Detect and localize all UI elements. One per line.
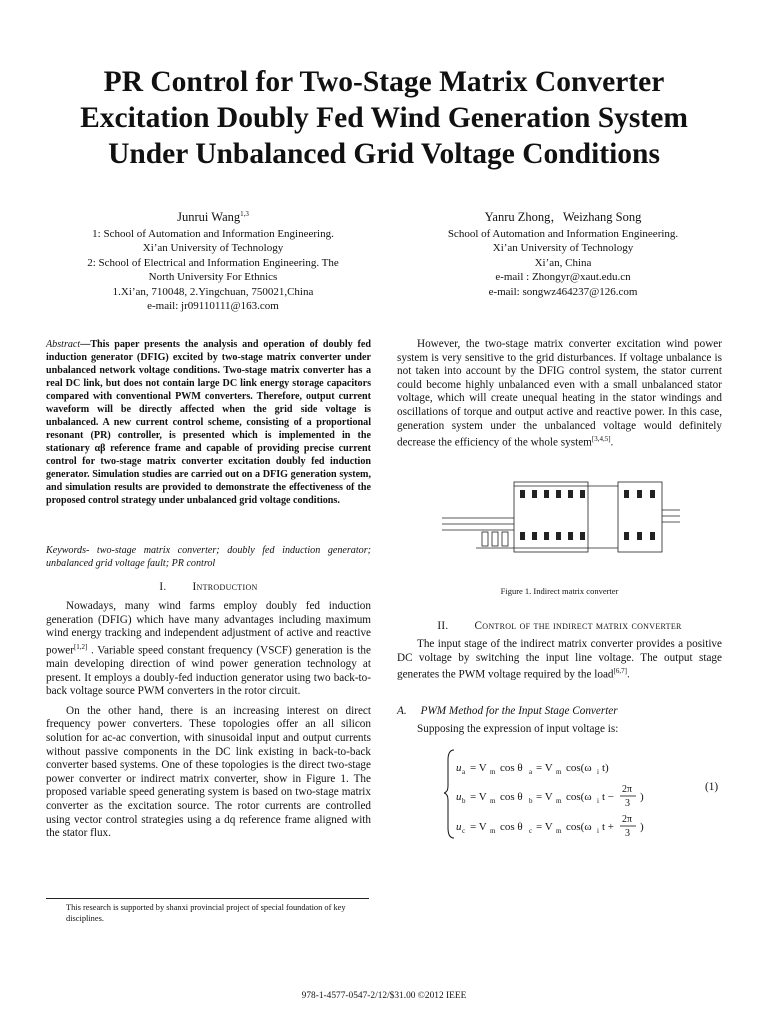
equation-1 xyxy=(444,746,666,840)
section-number: I. xyxy=(159,581,167,593)
svg-text:b: b xyxy=(529,797,533,805)
svg-text:cos θ: cos θ xyxy=(500,821,523,833)
section-heading-control xyxy=(397,620,722,632)
footnote-rule xyxy=(46,898,369,899)
svg-text:a: a xyxy=(529,768,533,776)
section-heading-introduction xyxy=(46,581,371,593)
svg-text:= V: = V xyxy=(536,791,553,803)
author-block-1 xyxy=(40,207,386,314)
svg-text:c: c xyxy=(529,827,533,835)
svg-text:cos θ: cos θ xyxy=(500,762,523,774)
svg-text:m: m xyxy=(490,827,496,835)
svg-text:m: m xyxy=(490,797,496,805)
svg-text:= V: = V xyxy=(536,762,553,774)
paragraph: The input stage of the indirect matrix converter provides a positive DC voltage by switching the input line voltage. The output stage generates the PWM voltage required by the load[6,7]. xyxy=(397,638,722,681)
svg-text:): ) xyxy=(640,791,644,803)
author-email[interactable]: e-mail: songwz464237@126.com xyxy=(488,285,638,298)
svg-text:= V: = V xyxy=(470,791,487,803)
svg-text:): ) xyxy=(640,821,644,833)
section-title: Introduction xyxy=(192,581,258,593)
author-name-2: Yanru Zhong，Weizhang Song xyxy=(484,210,642,224)
paragraph: On the other hand, there is an increasing interest on direct frequency power converters. These topologies offer an all silicon solution for ac-ac convertion, with sinusoidal input and output currents without passive components in the DC link existing in back-to-back converter based systems. One of these topologies is the direct two-stage power converter or indirect matrix converter, show in Figure 1. The proposed variable speed generating system is based on two-stage matrix converter as the excitation source. The rotor currents are controlled using vector control strategies using a dq reference frame aligned with the stator flux. xyxy=(46,704,371,840)
svg-text:3: 3 xyxy=(625,828,630,839)
section-number: II. xyxy=(437,620,449,632)
svg-text:cos θ: cos θ xyxy=(500,791,523,803)
svg-text:c: c xyxy=(462,827,466,835)
introduction-body xyxy=(46,600,371,847)
svg-text:t): t) xyxy=(602,762,609,774)
author-name-1: Junrui Wang$^{1,3}$ xyxy=(177,210,249,225)
abstract-label: Abstract xyxy=(46,339,81,350)
affiliation-line: 2: School of Electrical and Information Engineering. The xyxy=(87,256,339,269)
paragraph: Nowadays, many wind farms employ doubly fed induction generation (DFIG) which have many advantages including maximum wind energy tracking and independent adjustment of active and reactive power[1,2] . Variable speed constant frequency (VSCF) generation is the main developing direction of wind power generation technology at present. It employs a doubly-fed induction generator using two back-to-back voltage source PWM converters in the rotor circuit. xyxy=(46,600,371,698)
abstract-dash: — xyxy=(80,339,91,350)
svg-text:b: b xyxy=(462,797,466,805)
figure-caption: Figure 1. Indirect matrix converter xyxy=(500,586,619,596)
keywords xyxy=(46,544,371,570)
affiliation-line: 1: School of Automation and Information Engineering. xyxy=(92,227,334,240)
affiliation-line: School of Automation and Information Engineering. xyxy=(447,227,679,240)
svg-text:cos(ω: cos(ω xyxy=(566,821,592,833)
svg-text:2π: 2π xyxy=(622,784,633,795)
copyright-footer: 978-1-4577-0547-2/12/$31.00 ©2012 IEEE xyxy=(301,991,467,1001)
svg-text:m: m xyxy=(556,827,562,835)
paragraph: Supposing the expression of input voltage is: xyxy=(417,723,619,735)
affiliation-line: 1.Xi’an, 710048, 2.Yingchuan, 750021,China xyxy=(112,285,314,298)
author-email[interactable]: e-mail : Zhongyr@xaut.edu.cn xyxy=(495,271,631,283)
section-title: Control of the indirect matrix converter xyxy=(474,620,682,632)
title-line-3: Under Unbalanced Grid Voltage Conditions xyxy=(108,138,660,170)
right-column-body xyxy=(397,338,722,456)
svg-text:u: u xyxy=(456,762,462,774)
svg-text:3: 3 xyxy=(625,798,630,809)
indirect-matrix-converter-figure xyxy=(436,476,684,564)
title-line-2: Excitation Doubly Fed Wind Generation System xyxy=(80,102,688,134)
svg-text:i: i xyxy=(597,797,599,805)
paper-title xyxy=(30,64,738,172)
svg-text:a: a xyxy=(462,768,466,776)
title-line-1: PR Control for Two-Stage Matrix Converter xyxy=(103,66,665,98)
svg-text:2π: 2π xyxy=(622,814,633,825)
svg-text:m: m xyxy=(556,768,562,776)
svg-text:t −: t − xyxy=(602,791,615,803)
svg-text:m: m xyxy=(490,768,496,776)
svg-text:= V: = V xyxy=(470,821,487,833)
paragraph: However, the two-stage matrix converter excitation wind power system is very sensitive to the grid disturbances. If voltage unbalance is not taken into account by the DFIG control system, the stator current could become highly unbalanced even with a small unbalanced stator voltage, which will create unequal heating in the stator windings and oscillations of torque and output active and reactive power. In this case, generation system under the unbalanced voltage would definitely decrease the efficiency of the whole system[3,4,5]. xyxy=(397,338,722,449)
svg-text:i: i xyxy=(597,827,599,835)
affiliation-line: Xi’an University of Technology xyxy=(142,242,284,255)
author-block-2 xyxy=(398,210,728,299)
abstract xyxy=(46,338,371,507)
affiliation-line: Xi’an University of Technology xyxy=(492,242,634,254)
equation-intro xyxy=(397,723,722,743)
svg-text:u: u xyxy=(456,821,462,833)
section-2-body xyxy=(397,638,722,689)
svg-text:t +: t + xyxy=(602,821,615,833)
subsection-heading: A. PWM Method for the Input Stage Converter xyxy=(397,705,618,717)
keywords-text: Keywords- two-stage matrix converter; doubly fed induction generator; unbalanced grid voltage fault; PR control xyxy=(46,545,371,569)
svg-text:= V: = V xyxy=(470,762,487,774)
affiliation-line: Xi’an, China xyxy=(534,256,592,269)
footnote: This research is supported by shanxi provincial project of special foundation of key disciplines. xyxy=(66,903,346,923)
svg-text:i: i xyxy=(597,768,599,776)
affiliation-line: North University For Ethnics xyxy=(148,271,278,284)
svg-text:cos(ω: cos(ω xyxy=(566,791,592,803)
equation-number: (1) xyxy=(705,781,719,793)
svg-text:m: m xyxy=(556,797,562,805)
svg-text:= V: = V xyxy=(536,821,553,833)
author-email[interactable]: e-mail: jr09110111@163.com xyxy=(147,300,279,313)
svg-text:cos(ω: cos(ω xyxy=(566,762,592,774)
abstract-text: This paper presents the analysis and operation of doubly fed induction generator (DFIG) excited by two-stage matrix converter under unbalanced network voltage conditions. Two-stage matrix converter has a real DC link, but does not contain large DC link energy storage capacitors compared with conventional PWM converters. Therefore, output current waveform will be directly affected when the grid side voltage is unbalanced. A new current control scheme, consisting of a proportional resonant (PR) controller, is presented which is implemented in the stationary αβ reference frame and capable of providing precise current control for two-stage matrix converter excitation doubly fed induction generator. Simulation studies are carried out on a DFIG generation system, and simulation results are provided to demonstrate the effectiveness of the proposed control strategy under unbalanced grid voltage conditions. xyxy=(46,339,371,506)
svg-text:u: u xyxy=(456,791,462,803)
